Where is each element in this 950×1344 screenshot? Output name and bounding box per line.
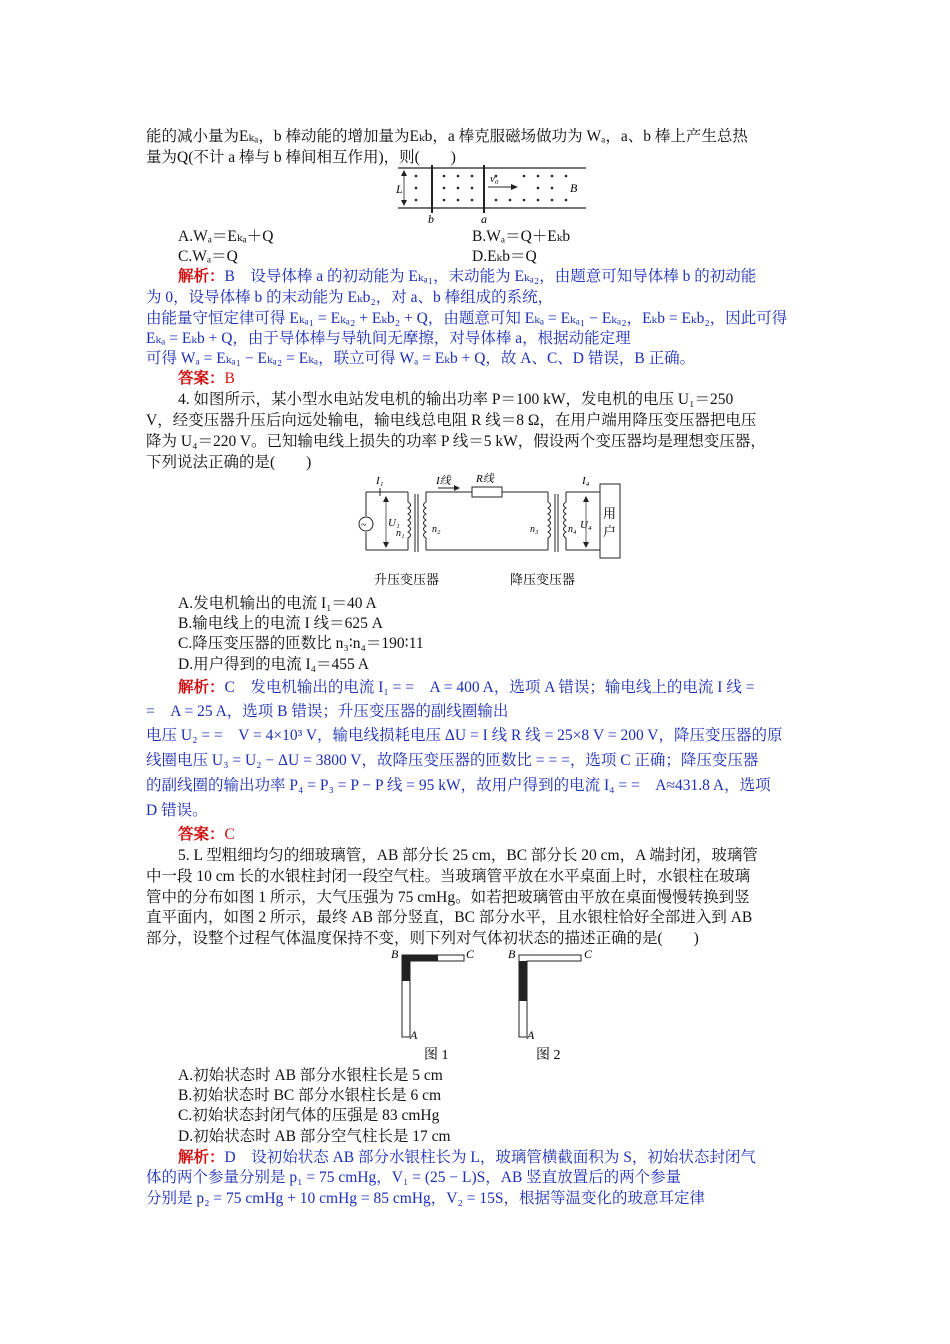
q4-option-b: B.输电线上的电流 I 线＝625 A xyxy=(178,615,383,632)
line-resistor xyxy=(472,487,502,497)
q3-figure-label-B: B xyxy=(570,181,578,195)
q3-analysis-line-2: 为 0，设导体棒 b 的末动能为 Eₖb₂，对 a、b 棒组成的系统， xyxy=(146,289,554,306)
q4-label-n2: n₂ xyxy=(432,524,441,535)
svg-text:~: ~ xyxy=(361,520,367,531)
q4-analysis-line-1: 解析：C 发电机输出的电流 I₁ = = A = 400 A，选项 A 错误；输电线上的电流 I 线 = xyxy=(178,679,755,696)
q3-figure-label-L: L xyxy=(396,182,403,196)
q4-option-a: A.发电机输出的电流 I₁＝40 A xyxy=(178,595,377,612)
q5-fig2-label-B: B xyxy=(508,947,516,961)
q5-stem-line-3: 管中的分布如图 1 所示，大气压强为 75 cmHg。如若把玻璃管由平放在桌面慢慢转换到竖 xyxy=(146,889,750,906)
q5-analysis-line-3: 分别是 p₂ = 75 cmHg + 10 cmHg = 85 cmHg，V₂ = 15S，根据等温变化的玻意耳定律 xyxy=(146,1190,705,1207)
q5-fig1-mercury-bc xyxy=(402,955,438,961)
q5-analysis-line-2: 体的两个参量分别是 p₁ = 75 cmHg，V₁ = (25 − L)S，AB 竖直放置后的两个参量 xyxy=(146,1169,682,1186)
q3-analysis-line-1: 解析：B 设导体棒 a 的初动能为 Eₖₐ₁，末动能为 Eₖₐ₂，由题意可知导体棒 b 的初动能 xyxy=(178,268,757,285)
q4-label-step-down: 降压变压器 xyxy=(510,572,576,587)
q3-figure-label-b: b xyxy=(428,212,434,225)
q5-stem-line-2: 中一段 10 cm 长的水银柱封闭一段空气柱。当玻璃管平放在水平桌面上时，水银柱在玻璃 xyxy=(146,868,751,885)
q4-analysis-line-5: 的副线圈的输出功率 P₄ = P₃ = P − P 线 = 95 kW，故用户得到的电流 I₄ = = A≈431.8 A，选项 xyxy=(146,777,771,794)
q5-tube-figures xyxy=(388,945,598,1065)
q4-label-U1: U₁ xyxy=(388,517,400,529)
q4-stem-line-3: 降为 U₄＝220 V。已知输电线上损失的功率 P 线＝5 kW，假设两个变压器均是理想变压器， xyxy=(146,433,766,450)
q4-stem-line-2: V，经变压器升压后向远处输电，输电线总电阻 R 线＝8 Ω，在用户端用降压变压器把电压 xyxy=(146,412,757,429)
q4-label-I-line: I线 xyxy=(436,475,451,487)
q4-label-R-line: R线 xyxy=(476,473,494,485)
q4-label-U4: U₄ xyxy=(580,519,592,531)
q4-label-n3: n₃ xyxy=(530,524,539,535)
q5-fig2-label-A: A xyxy=(527,1028,535,1042)
q5-fig1-label-A: A xyxy=(410,1028,418,1042)
q3-analysis-line-5: 可得 Wₐ = Eₖₐ₁ − Eₖₐ₂ = Eₖₐ，联立可得 Wₐ = Eₖb + Q，故 A、C、D 错误，B 正确。 xyxy=(146,350,696,367)
q5-fig2-caption: 图 2 xyxy=(536,1048,561,1063)
q5-option-a: A.初始状态时 AB 部分水银柱长是 5 cm xyxy=(178,1067,443,1084)
q3-option-d: D.Eₖb＝Q xyxy=(472,248,537,265)
q4-analysis-line-3: 电压 U₂ = = V = 4×10³ V，输电线损耗电压 ΔU = I 线 R 线 = 25×8 V = 200 V，降压变压器的原 xyxy=(146,727,783,744)
q4-stem-line-1: 4. 如图所示，某小型水电站发电机的输出功率 P＝100 kW，发电机的电压 U₁＝250 xyxy=(178,391,734,408)
q5-stem-line-1: 5. L 型粗细均匀的细玻璃管，AB 部分长 25 cm，BC 部分长 20 cm，A 端封闭，玻璃管 xyxy=(178,847,758,864)
q5-option-d: D.初始状态时 AB 部分空气柱长是 17 cm xyxy=(178,1128,451,1145)
q3-rails-figure xyxy=(396,165,590,225)
q4-label-user: 用 xyxy=(603,506,617,521)
svg-text:户: 户 xyxy=(603,524,617,539)
q5-fig1-label-C: C xyxy=(466,947,475,961)
q4-label-n1: n₁ xyxy=(396,528,405,539)
q5-option-c: C.初始状态封闭气体的压强是 83 cmHg xyxy=(178,1107,440,1124)
q4-stem-line-4: 下列说法正确的是( ) xyxy=(146,454,312,471)
q5-stem-line-4: 直平面内，如图 2 所示，最终 AB 部分竖直，BC 部分水平，且水银柱恰好全部进入到 AB xyxy=(146,909,753,926)
q5-stem-line-5: 部分，设整个过程气体温度保持不变，则下列对气体初状态的描述正确的是( ) xyxy=(146,930,699,947)
q3-stem-line-2: 量为Q(不计 a 棒与 b 棒间相互作用)，则( ) xyxy=(146,149,456,166)
q3-answer: 答案：B xyxy=(178,370,235,387)
q4-label-n4: n₄ xyxy=(568,524,577,535)
q3-stem-line-1: 能的减小量为Eₖₐ，b 棒动能的增加量为Eₖb，a 棒克服磁场做功为 Wₐ，a、b 棒上产生总热 xyxy=(146,128,748,145)
q4-analysis-line-4: 线圈电压 U₃ = U₂ − ΔU = 3800 V，故降压变压器的匝数比 = = =，选项 C 正确；降压变压器 xyxy=(146,752,759,769)
q4-circuit-figure xyxy=(352,472,624,596)
q3-option-a: A.Wₐ＝Eₖₐ＋Q xyxy=(178,228,274,245)
q4-analysis-line-6: D 错误。 xyxy=(146,802,208,819)
q3-options-row-2 xyxy=(178,246,806,267)
q5-fig1-label-B: B xyxy=(391,947,399,961)
user-box xyxy=(600,484,620,558)
q5-fig2-label-C: C xyxy=(584,947,593,961)
q5-analysis-line-1: 解析：D 设初始状态 AB 部分水银柱长为 L，玻璃管横截面积为 S，初始状态封闭气 xyxy=(178,1149,756,1166)
q3-analysis-line-4: Eₖₐ = Eₖb + Q，由于导体棒与导轨间无摩擦，对导体棒 a，根据动能定理 xyxy=(146,330,631,347)
q3-option-c: C.Wₐ＝Q xyxy=(178,248,238,265)
q3-options-row-1 xyxy=(178,226,806,247)
q4-label-step-up: 升压变压器 xyxy=(374,572,440,587)
q4-label-I4: I₄ xyxy=(582,475,590,487)
q5-fig2-mercury xyxy=(519,961,527,1001)
q4-option-c: C.降压变压器的匝数比 n₃∶n₄＝190∶11 xyxy=(178,635,424,652)
q4-label-I1: I₁ xyxy=(376,475,384,487)
q5-option-b: B.初始状态时 BC 部分水银柱长是 6 cm xyxy=(178,1087,442,1104)
q4-answer: 答案：C xyxy=(178,826,235,843)
q4-analysis-line-2: = A = 25 A，选项 B 错误；升压变压器的副线圈输出 xyxy=(146,703,509,720)
q3-analysis-line-3: 由能量守恒定律可得 Eₖₐ₁ = Eₖₐ₂ + Eₖb₂ + Q，由题意可知 Eₖₐ = Eₖₐ₁ − Eₖₐ₂，Eₖb = Eₖb₂，因此可得 xyxy=(146,310,788,327)
q3-figure-label-a: a xyxy=(481,212,487,225)
q3-figure-label-v0: v₀ xyxy=(490,173,499,185)
q4-option-d: D.用户得到的电流 I₄＝455 A xyxy=(178,656,369,673)
q3-analysis-label: 解析： xyxy=(178,268,225,285)
q5-fig1-caption: 图 1 xyxy=(424,1048,449,1063)
q3-option-b: B.Wₐ＝Q＋Eₖb xyxy=(472,228,571,245)
